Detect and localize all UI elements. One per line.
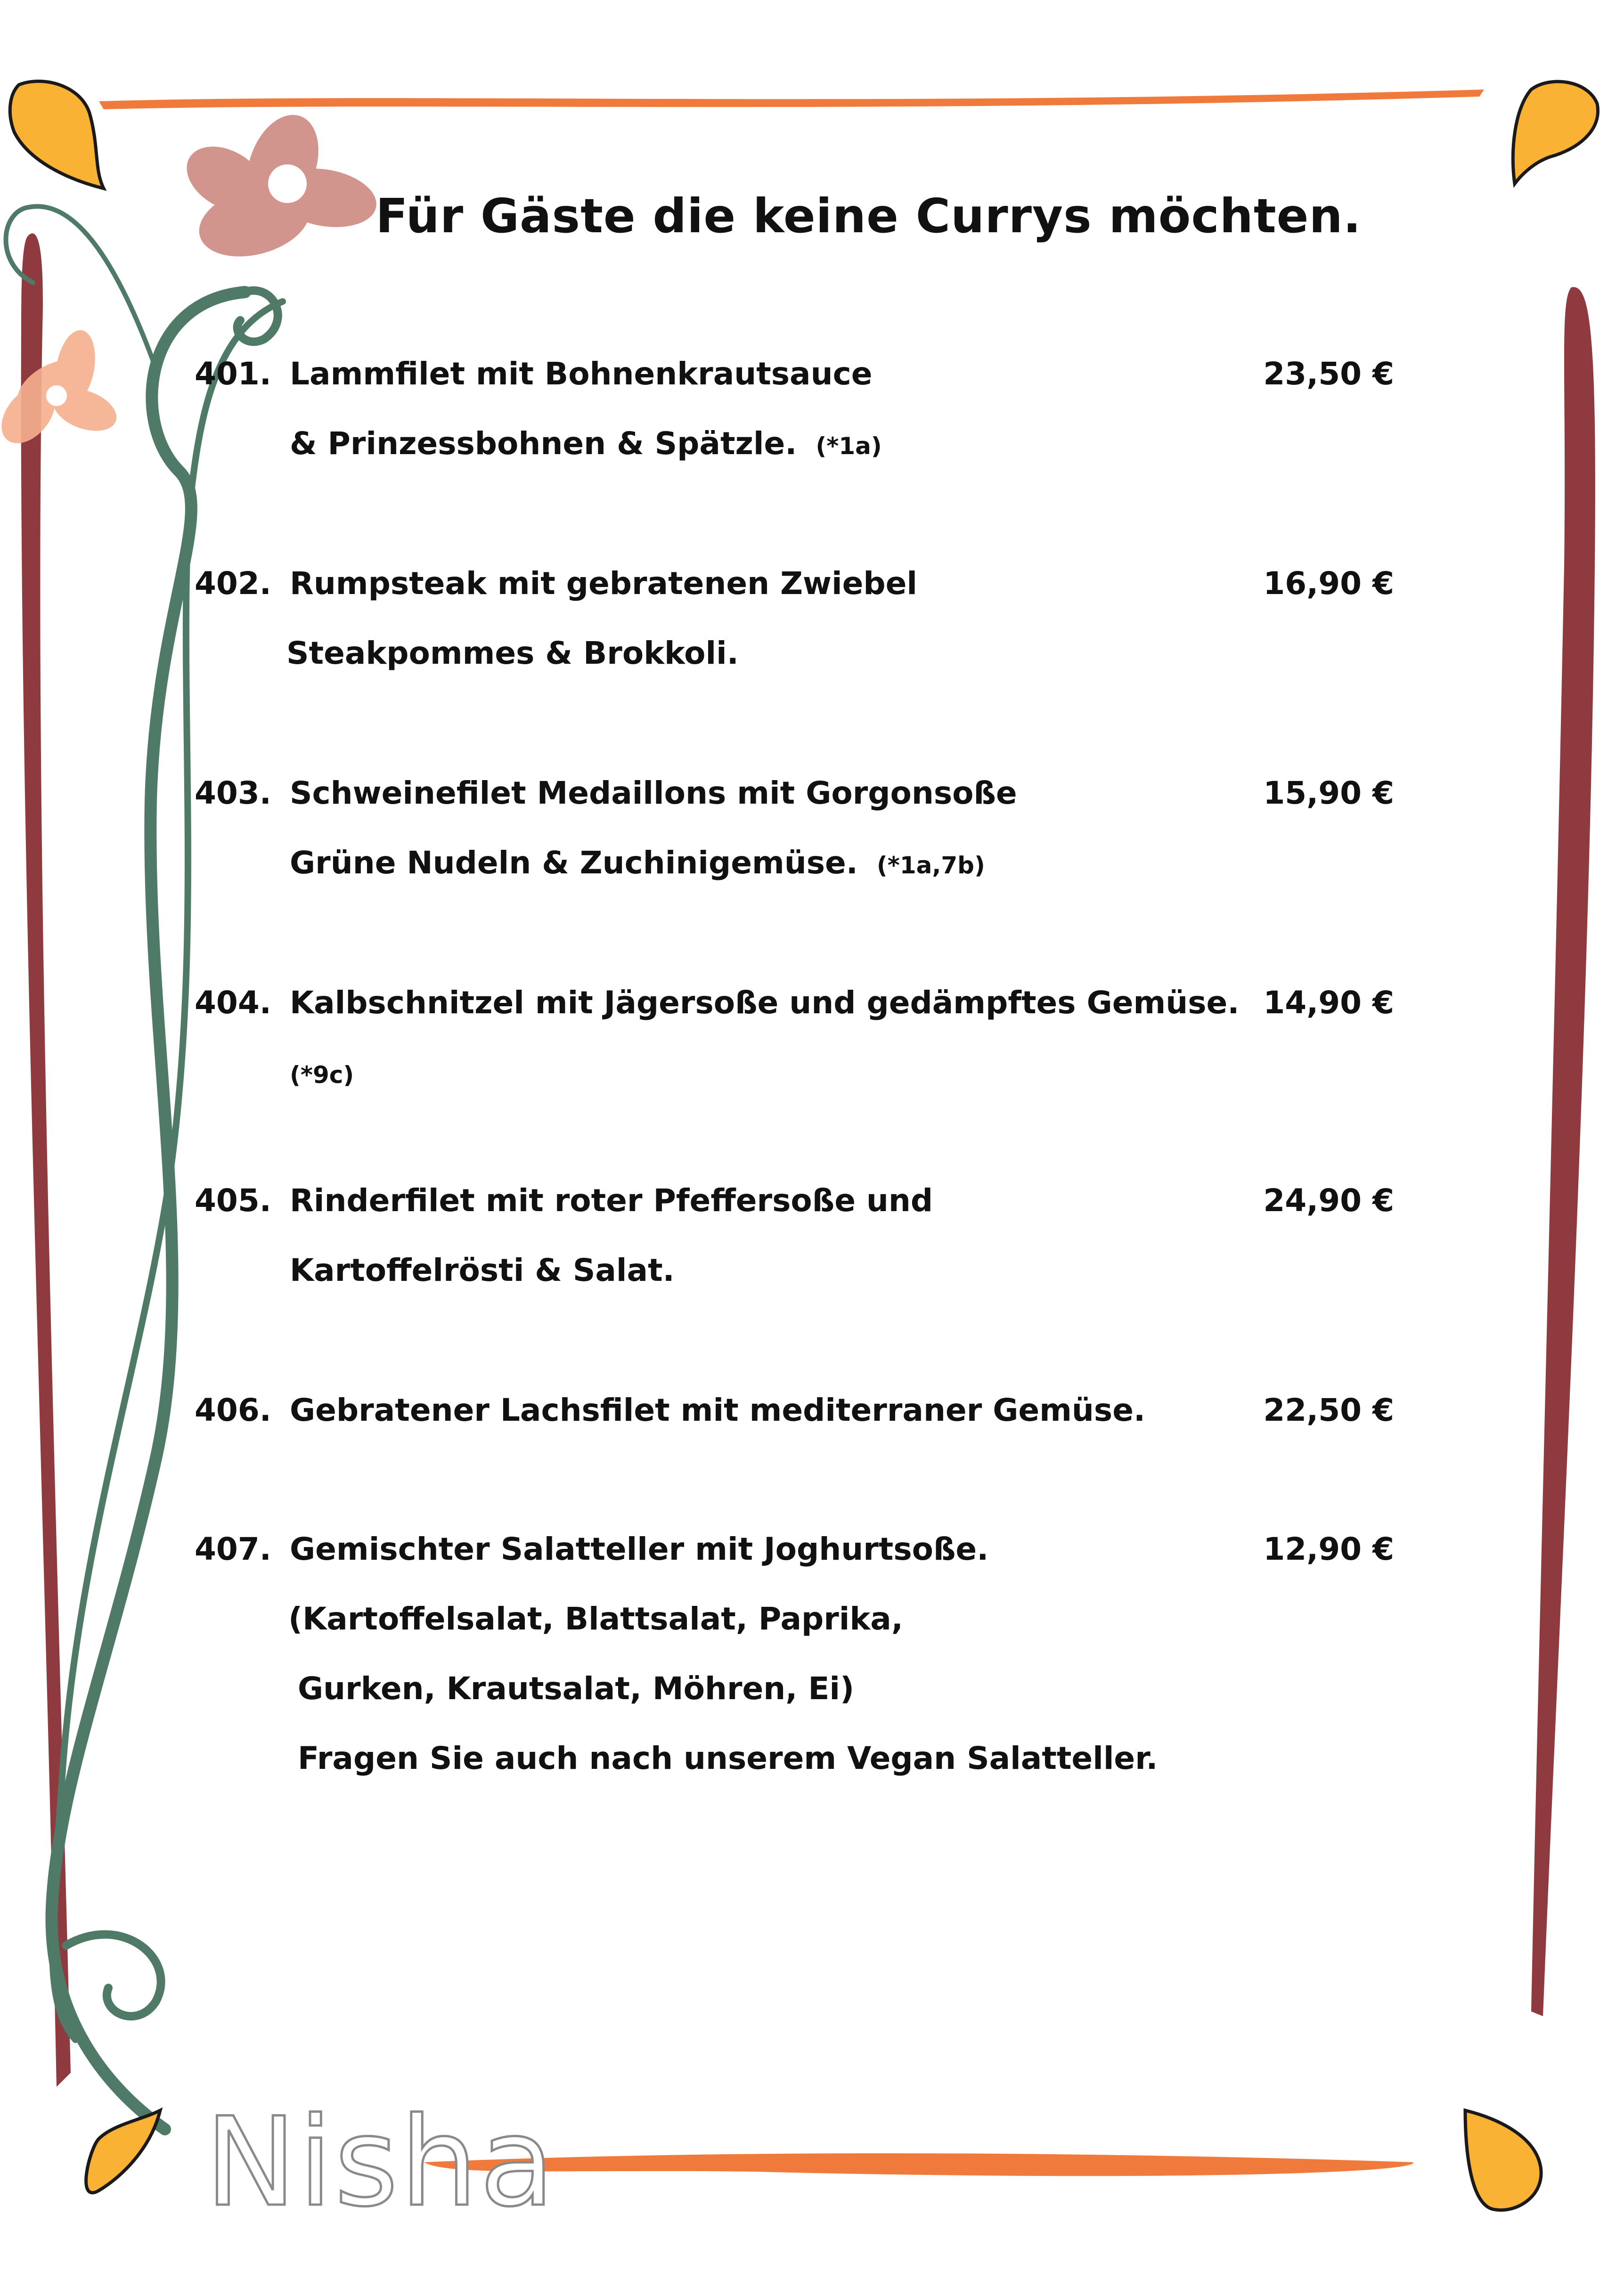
item-text: Kalbschnitzel mit Jägersoße und gedämpftes Gemüse. (290, 985, 1240, 1021)
leaf-top-left-icon (10, 81, 104, 189)
item-description (290, 1392, 1145, 1428)
item-text: Rinderfilet mit roter Pfeffersoße und (290, 1182, 933, 1219)
item-text: Kartoffelrösti & Salat. (290, 1252, 675, 1288)
corner-leaves (10, 81, 1598, 2210)
item-number: 404. (195, 985, 271, 1021)
item-number: 405. (195, 1182, 271, 1219)
item-text: Fragen Sie auch nach unserem Vegan Salatteller. (298, 1740, 1158, 1776)
top-brush-stroke (99, 90, 1484, 109)
small-flower-decoration (0, 327, 122, 453)
item-price: 12,90 € (1263, 1531, 1394, 1567)
item-number: 407. (195, 1531, 271, 1567)
item-text: Schweinefilet Medaillons mit Gorgonsoße (290, 775, 1017, 811)
item-description (290, 565, 917, 602)
item-text: Gebratener Lachsfilet mit mediterraner Gemüse. (290, 1392, 1146, 1428)
right-frame-stroke (1531, 287, 1595, 2016)
item-description (290, 425, 882, 462)
item-price: 23,50 € (1263, 356, 1394, 392)
leaf-bottom-left-icon (86, 2110, 160, 2193)
item-description (298, 1740, 1158, 1776)
item-price: 15,90 € (1263, 775, 1394, 811)
item-price: 22,50 € (1263, 1392, 1394, 1428)
item-price: 16,90 € (1263, 565, 1394, 602)
item-description (290, 775, 1017, 811)
item-description (290, 1054, 354, 1091)
item-text: Rumpsteak mit gebratenen Zwiebel (290, 565, 917, 602)
item-number: 402. (195, 565, 271, 602)
page-title: Für Gäste die keine Currys möchten. (375, 188, 1362, 244)
brand-logo: Nisha (205, 2092, 557, 2234)
item-text: (Kartoffelsalat, Blattsalat, Paprika, (288, 1601, 903, 1637)
item-description (290, 356, 872, 392)
item-text: Lammfilet mit Bohnenkrautsauce (290, 356, 873, 392)
allergen-note: (*9c) (290, 1061, 354, 1089)
allergen-note: (*1a,7b) (876, 852, 985, 879)
item-text: Grüne Nudeln & Zuchinigemüse. (290, 845, 858, 881)
item-description (288, 1601, 903, 1637)
item-text: Gurken, Krautsalat, Möhren, Ei) (298, 1670, 855, 1707)
item-text: Steakpommes & Brokkoli. (286, 635, 739, 671)
bottom-brush-stroke (424, 2153, 1413, 2176)
item-description (290, 845, 985, 881)
item-number: 401. (195, 356, 271, 392)
item-text: & Prinzessbohnen & Spätzle. (290, 425, 797, 462)
item-description (290, 985, 1239, 1021)
item-description (290, 1182, 933, 1219)
leaf-top-right-icon (1513, 81, 1598, 184)
item-description (286, 635, 739, 671)
allergen-note: (*1a) (816, 432, 882, 460)
item-price: 24,90 € (1263, 1182, 1394, 1219)
item-text: Gemischter Salatteller mit Joghurtsoße. (290, 1531, 989, 1567)
vine-decoration (6, 206, 283, 2129)
item-description (298, 1670, 854, 1707)
item-description (290, 1531, 988, 1567)
item-price: 14,90 € (1263, 985, 1394, 1021)
item-description (290, 1252, 675, 1288)
item-number: 406. (195, 1392, 271, 1428)
leaf-bottom-right-icon (1465, 2110, 1541, 2210)
item-number: 403. (195, 775, 271, 811)
